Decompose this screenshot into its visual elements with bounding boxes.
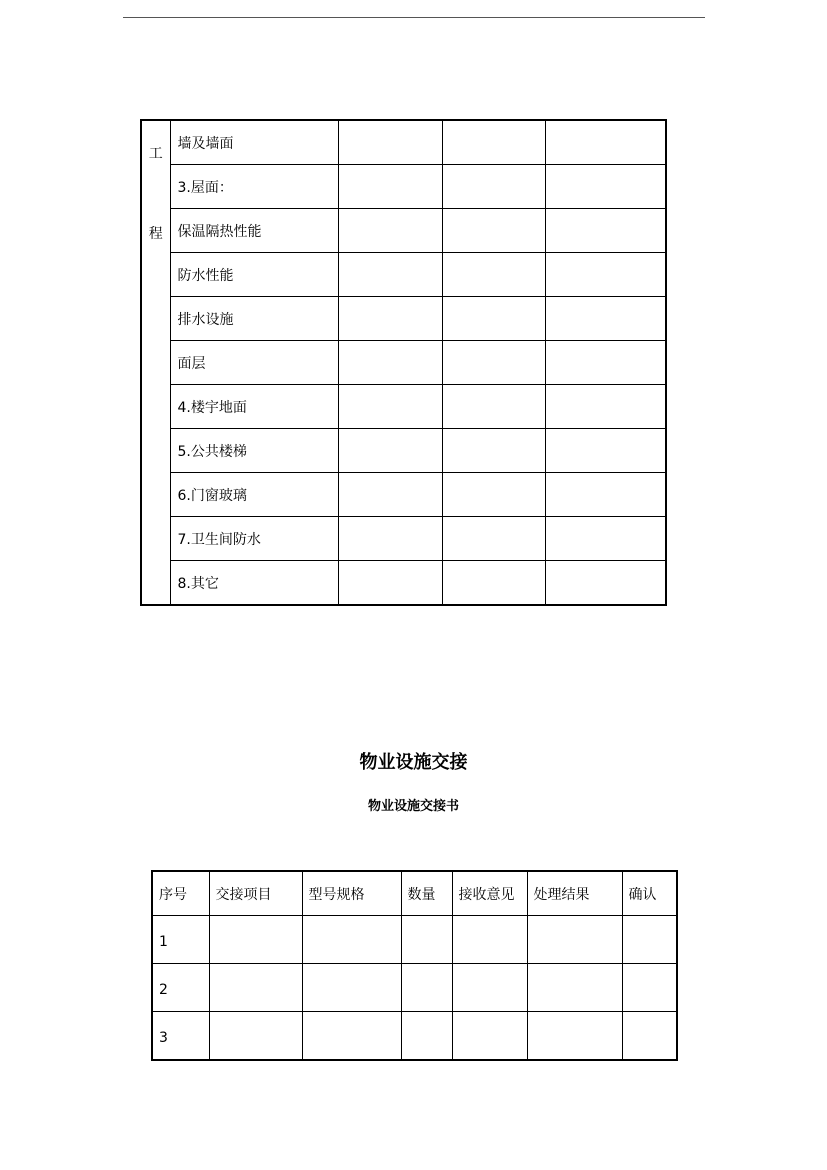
empty-cell[interactable] <box>622 964 677 1012</box>
empty-cell[interactable] <box>338 297 442 341</box>
row-number: 2 <box>152 964 209 1012</box>
empty-cell[interactable] <box>401 964 452 1012</box>
column-header: 交接项目 <box>209 871 302 916</box>
empty-cell[interactable] <box>442 429 545 473</box>
table-row <box>141 385 666 429</box>
table-row <box>141 253 666 297</box>
column-header: 序号 <box>152 871 209 916</box>
table-row <box>141 165 666 209</box>
empty-cell[interactable] <box>338 341 442 385</box>
empty-cell[interactable] <box>545 253 666 297</box>
empty-cell[interactable] <box>545 561 666 606</box>
empty-cell[interactable] <box>338 473 442 517</box>
table-row <box>152 1012 677 1061</box>
table-row <box>141 120 666 165</box>
item-label-cell: 4.楼宇地面 <box>170 385 338 429</box>
column-header: 处理结果 <box>527 871 622 916</box>
item-label-cell: 保温隔热性能 <box>170 209 338 253</box>
empty-cell[interactable] <box>442 209 545 253</box>
handover-table <box>151 870 678 1061</box>
empty-cell[interactable] <box>338 429 442 473</box>
side-label-cell <box>141 120 170 605</box>
table-row <box>141 517 666 561</box>
empty-cell[interactable] <box>452 1012 527 1061</box>
empty-cell[interactable] <box>545 297 666 341</box>
item-label-cell: 3.屋面： <box>170 165 338 209</box>
item-label-cell: 防水性能 <box>170 253 338 297</box>
empty-cell[interactable] <box>545 517 666 561</box>
item-label-cell: 面层 <box>170 341 338 385</box>
row-number: 3 <box>152 1012 209 1061</box>
item-label-cell: 8.其它 <box>170 561 338 606</box>
table-row <box>152 964 677 1012</box>
empty-cell[interactable] <box>442 165 545 209</box>
column-header: 确认 <box>622 871 677 916</box>
table-row <box>141 561 666 606</box>
empty-cell[interactable] <box>452 964 527 1012</box>
empty-cell[interactable] <box>545 429 666 473</box>
column-header: 型号规格 <box>302 871 401 916</box>
empty-cell[interactable] <box>338 385 442 429</box>
side-label-char: 工 <box>148 145 163 162</box>
empty-cell[interactable] <box>442 385 545 429</box>
column-header: 数量 <box>401 871 452 916</box>
column-header: 接收意见 <box>452 871 527 916</box>
empty-cell[interactable] <box>442 297 545 341</box>
table-row <box>141 209 666 253</box>
document-title: 物业设施交接 <box>359 752 468 773</box>
table-row <box>141 297 666 341</box>
empty-cell[interactable] <box>442 561 545 606</box>
empty-cell[interactable] <box>545 341 666 385</box>
empty-cell[interactable] <box>442 120 545 165</box>
item-label-cell: 排水设施 <box>170 297 338 341</box>
empty-cell[interactable] <box>338 165 442 209</box>
empty-cell[interactable] <box>442 253 545 297</box>
empty-cell[interactable] <box>209 964 302 1012</box>
empty-cell[interactable] <box>442 341 545 385</box>
item-label-cell: 墙及墙面 <box>170 120 338 165</box>
document-subtitle: 物业设施交接书 <box>367 799 459 814</box>
empty-cell[interactable] <box>527 964 622 1012</box>
empty-cell[interactable] <box>442 473 545 517</box>
empty-cell[interactable] <box>338 517 442 561</box>
empty-cell[interactable] <box>545 209 666 253</box>
table-row <box>152 916 677 964</box>
empty-cell[interactable] <box>338 561 442 606</box>
empty-cell[interactable] <box>338 253 442 297</box>
side-label-char: 程 <box>148 225 163 242</box>
empty-cell[interactable] <box>527 1012 622 1061</box>
facility-check-table <box>140 119 667 606</box>
empty-cell[interactable] <box>209 916 302 964</box>
header-row <box>152 871 677 916</box>
empty-cell[interactable] <box>338 120 442 165</box>
empty-cell[interactable] <box>442 517 545 561</box>
empty-cell[interactable] <box>527 916 622 964</box>
empty-cell[interactable] <box>452 916 527 964</box>
empty-cell[interactable] <box>401 1012 452 1061</box>
empty-cell[interactable] <box>302 1012 401 1061</box>
empty-cell[interactable] <box>545 473 666 517</box>
empty-cell[interactable] <box>209 1012 302 1061</box>
empty-cell[interactable] <box>622 1012 677 1061</box>
empty-cell[interactable] <box>545 120 666 165</box>
table-row <box>141 473 666 517</box>
empty-cell[interactable] <box>302 964 401 1012</box>
table-row <box>141 341 666 385</box>
empty-cell[interactable] <box>401 916 452 964</box>
item-label-cell: 7.卫生间防水 <box>170 517 338 561</box>
empty-cell[interactable] <box>622 916 677 964</box>
header-rule <box>123 17 705 18</box>
empty-cell[interactable] <box>338 209 442 253</box>
empty-cell[interactable] <box>302 916 401 964</box>
item-label-cell: 5.公共楼梯 <box>170 429 338 473</box>
table-row <box>141 429 666 473</box>
item-label-cell: 6.门窗玻璃 <box>170 473 338 517</box>
row-number: 1 <box>152 916 209 964</box>
empty-cell[interactable] <box>545 385 666 429</box>
empty-cell[interactable] <box>545 165 666 209</box>
